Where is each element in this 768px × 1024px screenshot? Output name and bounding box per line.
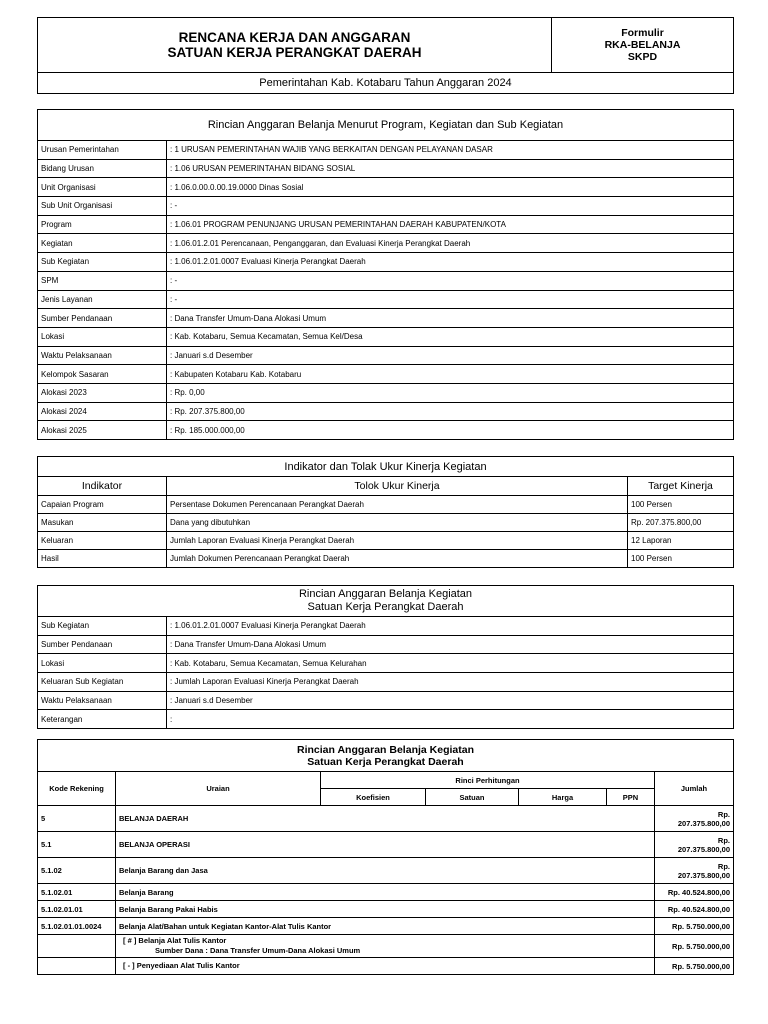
col-header-satuan: Satuan — [426, 789, 519, 806]
jumlah-cell: Rp. 40.524.800,00 — [655, 901, 734, 918]
row-value: : Dana Transfer Umum-Dana Alokasi Umum — [167, 635, 734, 654]
row-label: Sub Unit Organisasi — [38, 197, 167, 216]
activity-table — [37, 585, 734, 729]
title-line-1: RENCANA KERJA DAN ANGGARAN — [178, 30, 411, 45]
table-row — [38, 365, 734, 384]
table-row — [38, 234, 734, 253]
row-value: : Jumlah Laporan Evaluasi Kinerja Perangkat Daerah — [167, 673, 734, 692]
table-row — [38, 309, 734, 328]
uraian-line-2: Sumber Dana : Dana Transfer Umum-Dana Alokasi Umum — [155, 946, 361, 955]
program-section-title: Rincian Anggaran Belanja Menurut Program, Kegiatan dan Sub Kegiatan — [38, 110, 734, 141]
row-value: : - — [167, 197, 734, 216]
row-label: Sub Kegiatan — [38, 617, 167, 636]
row-label: Waktu Pelaksanaan — [38, 346, 167, 365]
row-label: Keterangan — [38, 710, 167, 729]
row-value: : Rp. 207.375.800,00 — [167, 402, 734, 421]
budget-row — [38, 858, 734, 884]
col-header-rinci: Rinci Perhitungan — [321, 772, 655, 789]
indicator-cell: Capaian Program — [38, 496, 167, 514]
row-value: : 1.06.01.2.01.0007 Evaluasi Kinerja Perangkat Daerah — [167, 253, 734, 272]
indicator-section-title: Indikator dan Tolak Ukur Kinerja Kegiatan — [38, 457, 734, 477]
uraian-line-1: [ - ] Penyediaan Alat Tulis Kantor — [123, 961, 240, 970]
target-cell: 100 Persen — [628, 496, 734, 514]
indicator-cell: Keluaran — [38, 532, 167, 550]
kode-cell: 5 — [38, 806, 116, 832]
row-label: Program — [38, 215, 167, 234]
jumlah-currency: Rp. — [717, 835, 731, 845]
row-value: : 1.06.01 PROGRAM PENUNJANG URUSAN PEMERINTAHAN DAERAH KABUPATEN/KOTA — [167, 215, 734, 234]
row-label: Sumber Pendanaan — [38, 309, 167, 328]
activity-section-title — [38, 586, 734, 617]
row-value: : — [167, 710, 734, 729]
budget-sub-row — [38, 958, 734, 975]
activity-title-line-1: Rincian Anggaran Belanja Kegiatan — [298, 588, 473, 600]
row-value: : - — [167, 290, 734, 309]
row-value: : Kabupaten Kotabaru Kab. Kotabaru — [167, 365, 734, 384]
budget-row — [38, 884, 734, 901]
jumlah-cell: Rp. 5.750.000,00 — [655, 935, 734, 958]
form-line-2: RKA-BELANJA — [604, 39, 681, 51]
tolok-cell: Persentase Dokumen Perencanaan Perangkat Daerah — [167, 496, 628, 514]
uraian-cell: Belanja Barang Pakai Habis — [116, 901, 655, 918]
budget-title-line-2: Satuan Kerja Perangkat Daerah — [307, 755, 464, 768]
row-label: Kegiatan — [38, 234, 167, 253]
form-code — [552, 18, 734, 73]
col-header-jumlah: Jumlah — [655, 772, 734, 806]
table-row — [38, 673, 734, 692]
table-row — [38, 496, 734, 514]
jumlah-cell — [655, 832, 734, 858]
table-row — [38, 532, 734, 550]
table-row — [38, 514, 734, 532]
col-header-harga: Harga — [519, 789, 607, 806]
table-row — [38, 691, 734, 710]
row-label: Kelompok Sasaran — [38, 365, 167, 384]
uraian-cell: Belanja Alat/Bahan untuk Kegiatan Kantor-Alat Tulis Kantor — [116, 918, 655, 935]
jumlah-currency: Rp. — [717, 861, 731, 871]
budget-section-title — [38, 740, 734, 772]
table-row — [38, 215, 734, 234]
row-label: Lokasi — [38, 654, 167, 673]
row-label: Sumber Pendanaan — [38, 635, 167, 654]
table-row — [38, 402, 734, 421]
table-row — [38, 346, 734, 365]
row-value: : 1.06.0.00.0.00.19.0000 Dinas Sosial — [167, 178, 734, 197]
col-header-uraian: Uraian — [116, 772, 321, 806]
table-row — [38, 635, 734, 654]
row-label: Bidang Urusan — [38, 159, 167, 178]
document-title — [38, 18, 552, 73]
table-row — [38, 141, 734, 160]
jumlah-cell — [655, 858, 734, 884]
row-label: Urusan Pemerintahan — [38, 141, 167, 160]
jumlah-amount: 207.375.800,00 — [677, 870, 731, 880]
budget-row — [38, 832, 734, 858]
table-row — [38, 617, 734, 636]
uraian-cell — [116, 958, 655, 975]
tolok-cell: Jumlah Laporan Evaluasi Kinerja Perangkat Daerah — [167, 532, 628, 550]
budget-row — [38, 901, 734, 918]
row-label: Lokasi — [38, 327, 167, 346]
kode-cell: 5.1.02 — [38, 858, 116, 884]
row-value: : 1.06.01.2.01 Perencanaan, Penganggaran, dan Evaluasi Kinerja Perangkat Daerah — [167, 234, 734, 253]
col-header-ppn: PPN — [607, 789, 655, 806]
table-row — [38, 197, 734, 216]
budget-row — [38, 806, 734, 832]
kode-cell: 5.1.02.01 — [38, 884, 116, 901]
table-row — [38, 271, 734, 290]
row-label: Waktu Pelaksanaan — [38, 691, 167, 710]
jumlah-cell: Rp. 5.750.000,00 — [655, 958, 734, 975]
kode-cell-empty — [38, 935, 116, 958]
budget-table — [37, 739, 734, 975]
jumlah-cell: Rp. 40.524.800,00 — [655, 884, 734, 901]
table-row — [38, 290, 734, 309]
uraian-line-1: [ # ] Belanja Alat Tulis Kantor — [123, 936, 227, 945]
uraian-cell: BELANJA DAERAH — [116, 806, 655, 832]
row-label: Jenis Layanan — [38, 290, 167, 309]
tolok-cell: Jumlah Dokumen Perencanaan Perangkat Daerah — [167, 550, 628, 568]
table-row — [38, 178, 734, 197]
tolok-cell: Dana yang dibutuhkan — [167, 514, 628, 532]
row-value: : Dana Transfer Umum-Dana Alokasi Umum — [167, 309, 734, 328]
table-row — [38, 253, 734, 272]
target-cell: Rp. 207.375.800,00 — [628, 514, 734, 532]
budget-sub-row — [38, 935, 734, 958]
indicator-table — [37, 456, 734, 568]
row-value: : Kab. Kotabaru, Semua Kecamatan, Semua Kel/Desa — [167, 327, 734, 346]
target-cell: 12 Laporan — [628, 532, 734, 550]
col-header-indikator: Indikator — [38, 477, 167, 496]
col-header-tolok: Tolok Ukur Kinerja — [167, 477, 628, 496]
budget-row — [38, 918, 734, 935]
row-label: SPM — [38, 271, 167, 290]
jumlah-currency: Rp. — [717, 809, 731, 819]
row-value: : Kab. Kotabaru, Semua Kecamatan, Semua Kelurahan — [167, 654, 734, 673]
row-value: : 1.06.01.2.01.0007 Evaluasi Kinerja Perangkat Daerah — [167, 617, 734, 636]
col-header-koefisien: Koefisien — [321, 789, 426, 806]
row-value: : 1.06 URUSAN PEMERINTAHAN BIDANG SOSIAL — [167, 159, 734, 178]
table-row — [38, 383, 734, 402]
form-line-3: SKPD — [627, 51, 658, 63]
kode-cell: 5.1 — [38, 832, 116, 858]
target-cell: 100 Persen — [628, 550, 734, 568]
row-value: : - — [167, 271, 734, 290]
budget-title-line-1: Rincian Anggaran Belanja Kegiatan — [297, 743, 474, 756]
row-value: : 1 URUSAN PEMERINTAHAN WAJIB YANG BERKAITAN DENGAN PELAYANAN DASAR — [167, 141, 734, 160]
indicator-cell: Hasil — [38, 550, 167, 568]
row-label: Keluaran Sub Kegiatan — [38, 673, 167, 692]
activity-title-line-2: Satuan Kerja Perangkat Daerah — [307, 601, 464, 613]
uraian-cell: BELANJA OPERASI — [116, 832, 655, 858]
program-table — [37, 109, 734, 440]
indicator-cell: Masukan — [38, 514, 167, 532]
jumlah-cell — [655, 806, 734, 832]
table-row — [38, 327, 734, 346]
form-line-1: Formulir — [621, 27, 664, 39]
table-row — [38, 421, 734, 440]
row-label: Sub Kegiatan — [38, 253, 167, 272]
row-label: Alokasi 2024 — [38, 402, 167, 421]
row-label: Alokasi 2023 — [38, 383, 167, 402]
title-line-2: SATUAN KERJA PERANGKAT DAERAH — [167, 45, 422, 60]
col-header-target: Target Kinerja — [628, 477, 734, 496]
jumlah-amount: 207.375.800,00 — [677, 818, 731, 828]
table-row — [38, 654, 734, 673]
table-row — [38, 710, 734, 729]
uraian-cell — [116, 935, 655, 958]
uraian-cell: Belanja Barang dan Jasa — [116, 858, 655, 884]
kode-cell: 5.1.02.01.01 — [38, 901, 116, 918]
row-value: : Rp. 185.000.000,00 — [167, 421, 734, 440]
row-value: : Januari s.d Desember — [167, 346, 734, 365]
kode-cell: 5.1.02.01.01.0024 — [38, 918, 116, 935]
jumlah-amount: 207.375.800,00 — [677, 844, 731, 854]
row-value: : Januari s.d Desember — [167, 691, 734, 710]
jumlah-cell: Rp. 5.750.000,00 — [655, 918, 734, 935]
row-label: Alokasi 2025 — [38, 421, 167, 440]
kode-cell-empty — [38, 958, 116, 975]
row-value: : Rp. 0,00 — [167, 383, 734, 402]
row-label: Unit Organisasi — [38, 178, 167, 197]
table-row — [38, 550, 734, 568]
col-header-kode: Kode Rekening — [38, 772, 116, 806]
header-table — [37, 17, 734, 94]
uraian-cell: Belanja Barang — [116, 884, 655, 901]
table-row — [38, 159, 734, 178]
document-subtitle: Pemerintahan Kab. Kotabaru Tahun Anggaran 2024 — [38, 73, 734, 94]
